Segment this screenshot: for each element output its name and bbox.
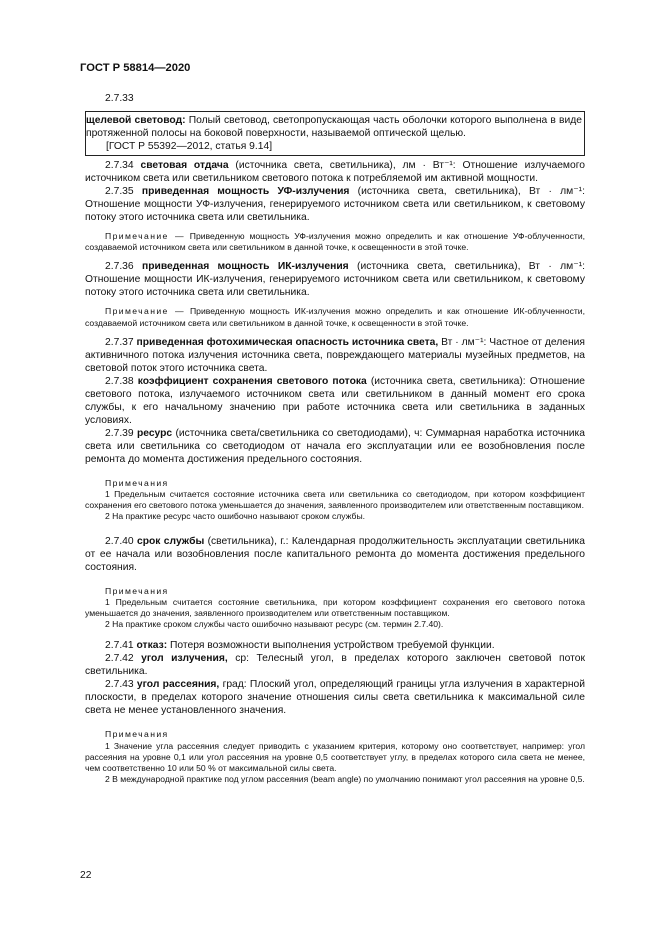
entry-term: световая отдача <box>140 160 229 171</box>
entry-text: (источника света, светильника), лм · Вт⁻¹: Отношение излучаемого источником света или светильником светового потока к потребляемой им активной мощности. <box>85 160 585 184</box>
entry-number: 2.7.38 <box>105 375 134 387</box>
document-header: ГОСТ Р 58814—2020 <box>80 62 191 74</box>
entry-term: срок службы <box>137 535 205 547</box>
entry-note <box>85 231 585 253</box>
entry-text: (источника света, светильника), Вт · лм⁻¹: Отношение мощности УФ-излучения, генерируемого источником света или светильником, к световому потоку этого источника света или светильника. <box>85 186 585 223</box>
entry-term: отказ: <box>136 640 168 652</box>
entry-definition <box>85 185 585 224</box>
note-item: 1 Значение угла рассеяния следует приводить с указанием критерия, которому оно соответствует, например: угол рассеяния на уровне 0,1 или угол рассеяния на уровне 0,5 соответствует углу, в пределах которого сила света не менее, чем соответственно 10 или 50 % от максимальной силы света. <box>85 740 585 774</box>
entry-definition <box>85 535 585 574</box>
entry-reference: [ГОСТ Р 55392—2012, статья 9.14] <box>106 141 273 152</box>
entry-text: Потеря возможности выполнения устройством требуемой функции. <box>170 640 495 652</box>
note-label: Примечание — <box>105 306 186 317</box>
entry-number: 2.7.43 <box>105 679 134 691</box>
note-text: Приведенную мощность ИК-излучения можно определить и как отношение ИК-облученности, создаваемой источником света или светильником в данной точке, к освещенности в этой точке. <box>85 306 585 328</box>
entry-definition <box>86 114 582 140</box>
entry-term: коэффициент сохранения светового потока <box>137 375 367 387</box>
entry-note <box>85 306 585 328</box>
note-item: 2 В международной практике под углом рассеяния (beam angle) по умолчанию понимают угол рассеяния на уровне 0,5. <box>105 774 585 785</box>
entry-definition <box>85 678 585 717</box>
entry-number: 2.7.34 <box>105 160 134 171</box>
entry-text: град: Плоский угол, определяющий границы угла излучения в характерной плоскости, в пределах которого значение отношения силы света светильника к максимальной силе света не менее установленного значения. <box>85 679 585 717</box>
page-number: 22 <box>80 870 92 881</box>
entry-definition <box>85 427 585 466</box>
entry-number: 2.7.42 <box>105 653 134 665</box>
entry-text: (источника света, светильника), Вт · лм⁻¹: Отношение мощности ИК-излучения, генерируемого источником света или светильником, к световому потоку этого источника света или светильника. <box>85 261 585 299</box>
entry-number: 2.7.37 <box>105 336 134 348</box>
notes-heading: Примечания <box>105 729 169 740</box>
entry-number: 2.7.33 <box>105 93 134 104</box>
entry-number: 2.7.36 <box>105 261 134 273</box>
notes-heading: Примечания <box>105 585 169 596</box>
entry-text: (источника света/светильника со светодиодами), ч: Суммарная наработка источника света или светильника со светодиодом от начала его эксплуатации или ее возобновления после ремонта до момента достижения предельного состояния. <box>85 427 585 465</box>
entry-term: приведенная мощность ИК-излучения <box>142 261 349 273</box>
entry-definition <box>85 159 585 185</box>
entry-number: 2.7.41 <box>105 640 134 652</box>
entry-text: Полый световод, светопропускающая часть оболочки которого выполнена в виде протяженной полосы на боковой поверхности, называемой оптической щелью. <box>86 115 582 139</box>
note-item: 2 На практике ресурс часто ошибочно называют сроком службы. <box>105 511 366 522</box>
note-item: 2 На практике сроком службы часто ошибочно называют ресурс (см. термин 2.7.40). <box>105 619 444 630</box>
entry-definition <box>85 260 585 299</box>
entry-number: 2.7.40 <box>105 535 134 547</box>
note-label: Примечание — <box>105 231 185 241</box>
entry-definition <box>85 639 585 652</box>
entry-term: ресурс <box>136 427 173 439</box>
entry-definition <box>85 652 585 678</box>
entry-number: 2.7.39 <box>105 427 134 439</box>
note-text: Приведенную мощность УФ-излучения можно определить и как отношение УФ-облученности, создаваемой источником света или светильником в данной точке, к освещенности в этой точке. <box>85 231 586 253</box>
document-body <box>85 92 585 785</box>
note-item: 1 Предельным считается состояние источника света или светильника со светодиодом, при котором коэффициент сохранения его светового потока уменьшается до значения, заявленного производителем или ответственным поставщиком. <box>85 489 585 511</box>
entry-term: угол рассеяния, <box>136 679 220 691</box>
entry-text: Вт · лм⁻¹: Частное от деления активничного потока излучения источника света, повреждающего материалы музейных предметов, на световой поток этого источника света. <box>85 336 585 374</box>
entry-definition <box>85 375 585 427</box>
entry-text: (источника света, светильника): Отношение светового потока, излучаемого источником света или светильником в данный момент его срока службы, к его начальному значению при работе источника света или светильника в заданных условиях. <box>85 375 585 426</box>
entry-term: щелевой световод: <box>86 115 186 126</box>
entry-number: 2.7.35 <box>105 186 134 197</box>
entry-definition <box>85 336 585 375</box>
entry-text: (светильника), г.: Календарная продолжительность эксплуатации светильника от ее начала или возобновления после капитального ремонта до момента достижения предельного состояния. <box>85 535 585 573</box>
entry-term: приведенная фотохимическая опасность источника света, <box>136 336 439 348</box>
boxed-definition <box>85 111 585 156</box>
note-item: 1 Предельным считается состояние светильника, при котором коэффициент сохранения его светового потока уменьшается до значения, заявленного производителем или ответственным поставщиком. <box>85 596 585 619</box>
entry-term: приведенная мощность УФ-излучения <box>141 186 350 197</box>
entry-term: угол излучения, <box>141 653 228 665</box>
notes-heading: Примечания <box>105 477 169 488</box>
entry-text: ср: Телесный угол, в пределах которого заключен световой поток светильника. <box>85 653 585 678</box>
